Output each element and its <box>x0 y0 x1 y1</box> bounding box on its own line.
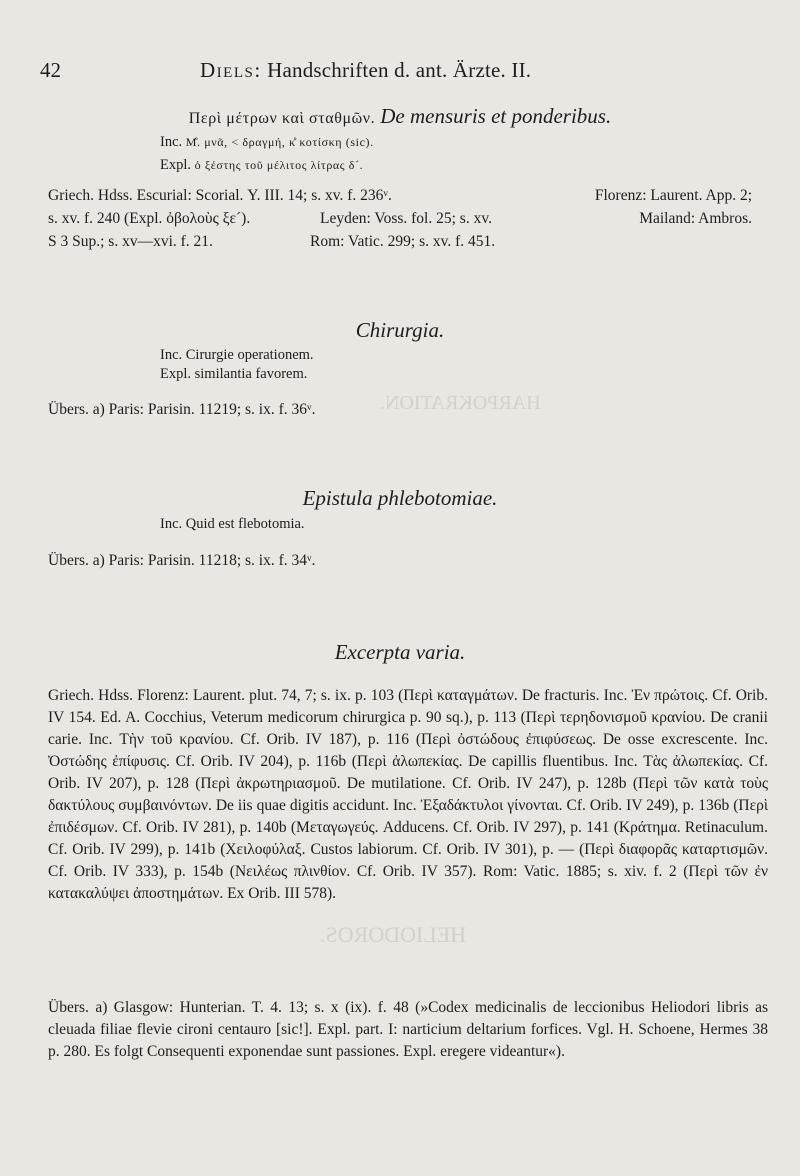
explicit-line: Expl. similantia favorem. <box>160 366 308 382</box>
incipit-line: Inc. Cirurgie operationem. <box>160 347 314 363</box>
manuscript-mailand: Mailand: Ambros. <box>639 210 752 227</box>
section-title-latin: Epistula phlebotomiae. <box>302 486 498 510</box>
incipit-line <box>160 134 374 151</box>
section-title <box>0 104 800 129</box>
bleed-through-text: HARPOKRATION. <box>380 392 541 414</box>
section-title-latin: Chirurgia. <box>355 318 445 342</box>
section-title-latin: De mensuris et ponderibus. <box>380 104 612 128</box>
author-name: Diels: <box>200 58 262 82</box>
manuscript-rom: Rom: Vatic. 299; s. xv. f. 451. <box>310 233 496 250</box>
translation-line: Übers. a) Paris: Parisin. 11219; s. ix. f. 36ᵛ. <box>48 401 316 418</box>
manuscript-leyden: Leyden: Voss. fol. 25; s. xv. <box>320 210 492 227</box>
incipit-line: Inc. Quid est flebotomia. <box>160 516 305 532</box>
running-header <box>40 58 780 92</box>
excerpta-manuscripts-paragraph: Griech. Hdss. Florenz: Laurent. plut. 74, 7; s. ix. p. 103 (Περὶ καταγμάτων. De fracturis. Inc. Ἐν πρώτοις. Cf. Orib. IV 154. Ed. A. Cocchius, Veterum medicorum chirurgica p. 90 sq.), p. 113 (Περὶ τερηδονισμοῦ κρανίου. De cranii carie. Inc. Τὴν τοῦ κρανίου. Cf. Orib. IV 187), p. 116 (Περὶ ὀστώδους ἐπιφύσεως. De osse excrescente. Inc. Ὀστώδης ἐπίφυσις. Cf. Orib. IV 204), p. 116b (Περὶ ἀλωπεκίας. De capillis fluentibus. Inc. Τὰς ἀλωπεκίας. Cf. Orib. IV 207), p. 128 (Περὶ ἀκρωτηριασμοῦ. De mutilatione. Cf. Orib. IV 247), p. 128b (Περὶ τῶν κατὰ τοὺς δακτύλους συμβαινόντων. De iis quae digitis accidunt. Inc. Ἐξαδάκτυλοι γίνονται. Cf. Orib. IV 249), p. 136b (Περὶ ἐπιδέσμων. Cf. Orib. IV 281), p. 140b (Μεταγωγεύς. Adducens. Cf. Orib. IV 297), p. 141 (Κράτημα. Retinaculum. Cf. Orib. IV 299), p. 141b (Χειλοφύλαξ. Custos labiorum. Cf. Orib. IV 301), p. — (Περὶ διαφορᾶς καταρτισμῶν. Cf. Orib. IV 333), p. 154b (Νειλέως πλινθίον. Cf. Orib. IV 357). Rom: Vatic. 1885; s. xiv. f. 2 (Περὶ τῶν ἐν κατακαλύψει ἀποστημάτων. Ex Orib. III 578). <box>48 687 768 902</box>
running-title <box>200 58 531 83</box>
bleed-through-text: HELIODOROS. <box>320 922 467 947</box>
section-title <box>0 640 800 665</box>
page-number: 42 <box>40 58 61 82</box>
manuscript-florenz: Florenz: Laurent. App. 2; <box>594 187 752 204</box>
section-title-greek: Περὶ μέτρων καὶ σταθμῶν. <box>188 110 376 127</box>
explicit-text: ὁ ξέστης τοῦ μέλιτος λίτρας δ´. <box>194 158 364 172</box>
manuscript-line: Griech. Hdss. Escurial: Scorial. Υ. III. 14; s. xv. f. 236ᵛ. <box>48 187 392 204</box>
incipit-text: Μ̊. μνᾶ, < δραγμή, κ̊ κοτίσκη (sic). <box>185 135 374 149</box>
explicit-label: Expl. <box>160 157 192 173</box>
incipit-label: Inc. <box>160 134 183 150</box>
book-title: Handschriften d. ant. Ärzte. II. <box>267 58 532 82</box>
manuscript-line: S 3 Sup.; s. xv—xvi. f. 21. <box>48 233 213 250</box>
excerpta-translation-paragraph: Übers. a) Glasgow: Hunterian. T. 4. 13; s. x (ix). f. 48 (»Codex medicinalis de leccionibus Heliodori libris as cleuada filiae flevie cironi centauro [sic!]. Expl. part. I: narticium deltarium forfices. Vgl. H. Schoene, Hermes 38 p. 280. Es folgt Consequenti exponendae sunt passiones. Expl. eregere videantur«). <box>48 999 768 1060</box>
section-title <box>0 318 800 343</box>
explicit-line <box>160 157 363 174</box>
manuscript-line: s. xv. f. 240 (Expl. ὀβολοὺς ξε´). <box>48 210 251 227</box>
section-title <box>0 486 800 511</box>
translation-line: Übers. a) Paris: Parisin. 11218; s. ix. f. 34ᵛ. <box>48 552 316 569</box>
section-title-latin: Excerpta varia. <box>334 640 466 664</box>
